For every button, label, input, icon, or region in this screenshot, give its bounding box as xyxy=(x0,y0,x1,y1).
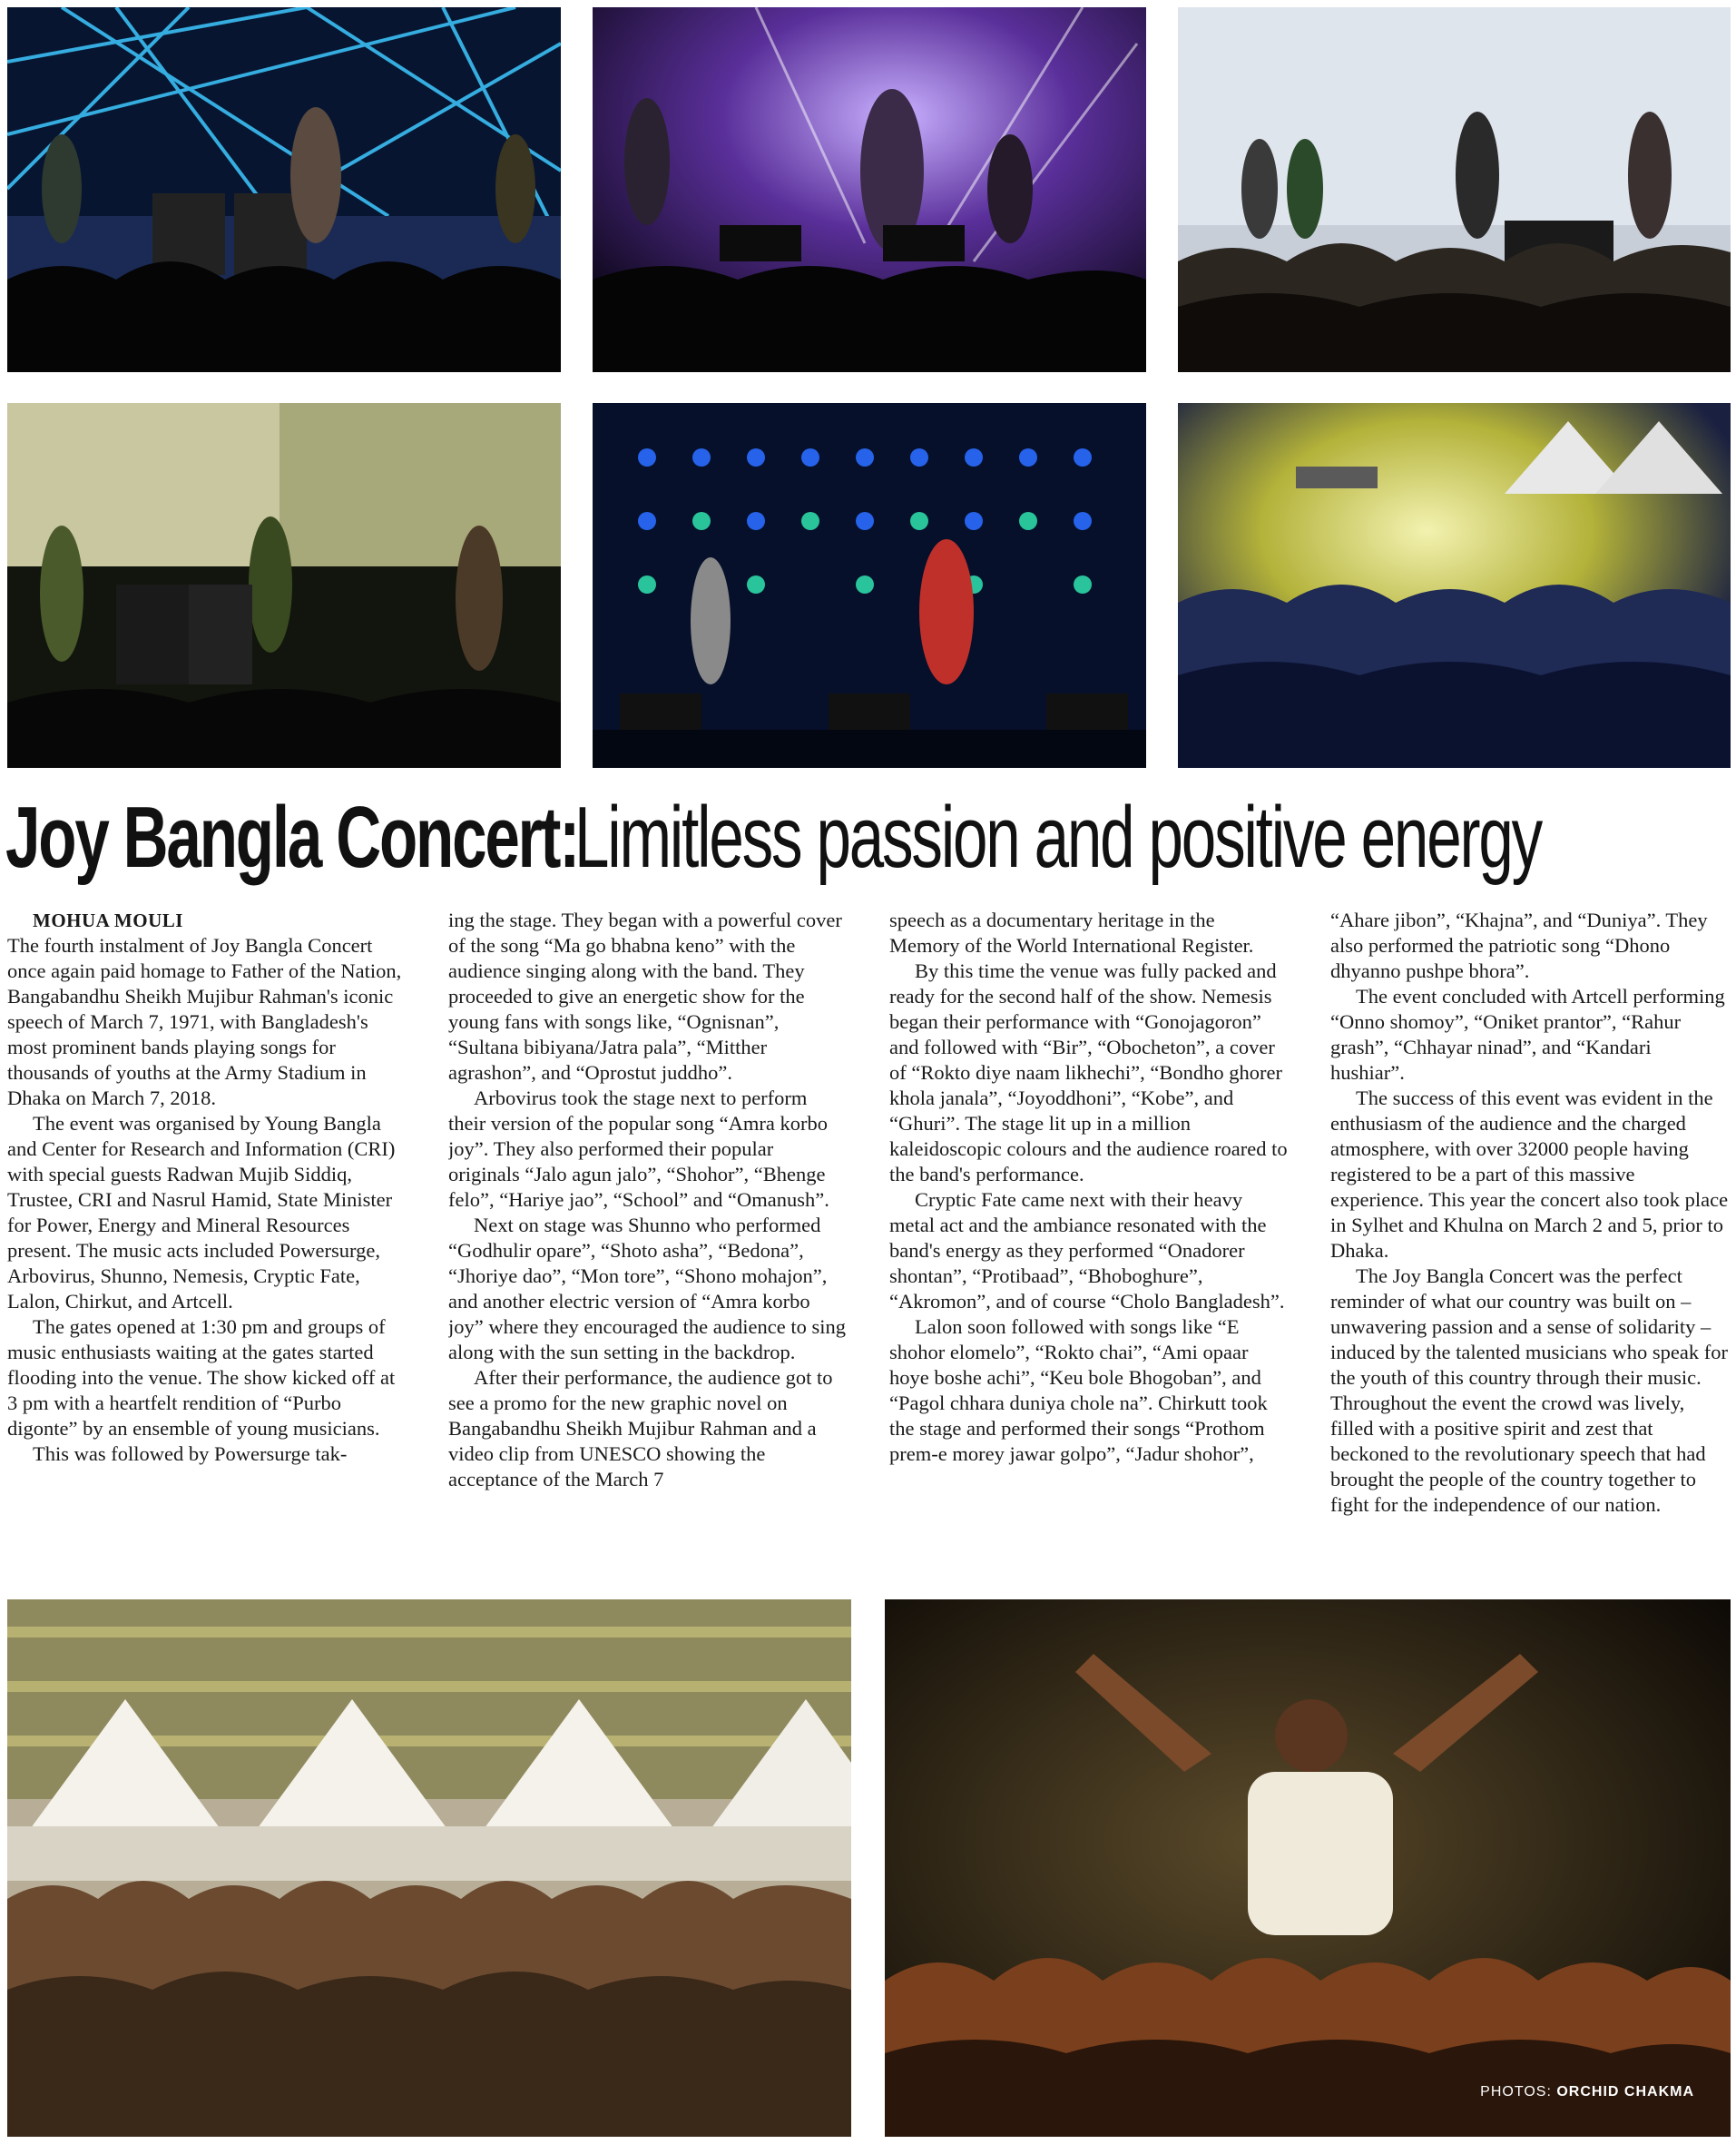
photo-band-blue-lasers xyxy=(7,7,561,372)
article-column-2 xyxy=(448,908,848,1575)
paragraph: “Ahare jibon”, “Khajna”, and “Duniya”. They also performed the patriotic song “Dhono dhyanno pushpe bhora”. xyxy=(1330,909,1708,982)
photo-band-green-stage xyxy=(7,403,561,768)
paragraph: Cryptic Fate came next with their heavy metal act and the ambiance resonated with the band's energy as they performed “Onadorer shontan”, “Protibaad”, “Bhoboghure”, “Akromon”, and of course “Cholo Bangladesh”. xyxy=(889,1188,1285,1313)
paragraph: ing the stage. They began with a powerful cover of the song “Ma go bhabna keno” with the audience singing along with the band. They proceeded to give an energetic show for the young fans with songs like, “Ognisnan”, “Sultana bibiyana/Jatra pala”, “Mitther agrashon”, and “Oprostut juddho”. xyxy=(448,909,842,1084)
photo-crowd-fan-arms-raised xyxy=(885,1599,1731,2137)
paragraph: This was followed by Powersurge tak- xyxy=(33,1442,348,1465)
paragraph: Next on stage was Shunno who performed “Godhulir opare”, “Shoto asha”, “Bedona”, “Jhoriye dao”, “Mon tore”, “Shono mohajon”, and another electric version of “Amra korbo joy” where they encouraged the audience to sing along with the sun setting in the backdrop. xyxy=(448,1214,846,1363)
headline-main: Joy Bangla Concert: xyxy=(5,789,579,886)
article-column-1 xyxy=(7,908,407,1575)
paragraph: The success of this event was evident in the enthusiasm of the audience and the charged atmosphere, with over 32000 people having registered to be a part of this massive experience. This year the concert also took place in Sylhet and Khulna on March 2 and 5, prior to Dhaka. xyxy=(1330,1087,1729,1262)
photo-band-white-screen xyxy=(1178,7,1731,372)
paragraph: The event was organised by Young Bangla and Center for Research and Information (CRI) with special guests Radwan Mujib Siddiq, Trustee, CRI and Nasrul Hamid, State Minister for Power, Energy and Mineral Resources present. The music acts included Powersurge, Arbovirus, Shunno, Nemesis, Cryptic Fate, Lalon, Chirkut, and Artcell. xyxy=(7,1112,396,1313)
photo-band-led-wall xyxy=(593,403,1146,768)
paragraph: Lalon soon followed with songs like “E shohor elomelo”, “Rokto chai”, “Ami opaar hoye boshe achi”, “Keu bole Bhogoban”, and “Pagol chhara duniya chole na”. Chirkutt took the stage and performed their songs “Prothom prem-e morey jawar golpo”, “Jadur shohor”, xyxy=(889,1315,1268,1465)
article-column-4 xyxy=(1330,908,1730,1575)
photo-crowd-tents-day xyxy=(7,1599,851,2137)
paragraph: By this time the venue was fully packed and ready for the second half of the show. Nemesis began their performance with “Gonojagoron” and followed with “Bir”, “Obocheton”, a cover of “Rokto diye naam likhechi”, “Bondho ghorer khola janala”, “Joyoddhoni”, “Kobe”, and “Ghuri”. The stage lit up in a million kaleidoscopic colours and the audience roared to the band's performance. xyxy=(889,959,1288,1185)
paragraph: After their performance, the audience got to see a promo for the new graphic novel on Bangabandhu Sheikh Mujibur Rahman and a video clip from UNESCO showing the acceptance of the March 7 xyxy=(448,1366,833,1490)
paragraph: The event concluded with Artcell performing “Onno shomoy”, “Oniket prantor”, “Rahur grash”, “Chhayar ninad”, and “Kandari hushiar”. xyxy=(1330,985,1725,1084)
paragraph: Arbovirus took the stage next to perform their version of the popular song “Amra korbo joy”. They also performed their popular originals “Jalo agun jalo”, “Shohor”, “Bhenge felo”, “Hariye jao”, “School” and “Omanush”. xyxy=(448,1087,829,1211)
paragraph: speech as a documentary heritage in the Memory of the World International Register. xyxy=(889,909,1254,957)
paragraph: The fourth instalment of Joy Bangla Concert once again paid homage to Father of the Nation, Bangabandhu Sheikh Mujibur Rahman's iconic speech of March 7, 1971, with Bangladesh's most prominent bands playing songs for thousands of youths at the Army Stadium in Dhaka on March 7, 2018. xyxy=(7,934,402,1109)
article-column-3 xyxy=(889,908,1289,1575)
photo-band-purple-stage xyxy=(593,7,1146,372)
photo-crowd-yellow-smoke xyxy=(1178,403,1731,768)
paragraph: The gates opened at 1:30 pm and groups of music enthusiasts waiting at the gates started flooding into the venue. The show kicked off at 3 pm with a heartfelt rendition of “Purbo digonte” by an ensemble of young musicians. xyxy=(7,1315,396,1440)
headline-subtitle: Limitless passion and positive energy xyxy=(574,789,1541,886)
photo-credit-prefix: PHOTOS: xyxy=(1480,2084,1557,2100)
byline: MOHUA MOULI xyxy=(33,910,183,931)
paragraph: The Joy Bangla Concert was the perfect reminder of what our country was built on – unwavering passion and a sense of solidarity – induced by the talented musicians who speak for the youth of this country through their music. Throughout the event the crowd was lively, filled with a positive spirit and zest that beckoned to the revolutionary speech that had brought the people of the country together to fight for the independence of our nation. xyxy=(1330,1264,1729,1516)
photo-credit-name: ORCHID CHAKMA xyxy=(1556,2084,1694,2100)
headline xyxy=(5,788,1733,888)
photo-credit xyxy=(1480,2084,1694,2100)
